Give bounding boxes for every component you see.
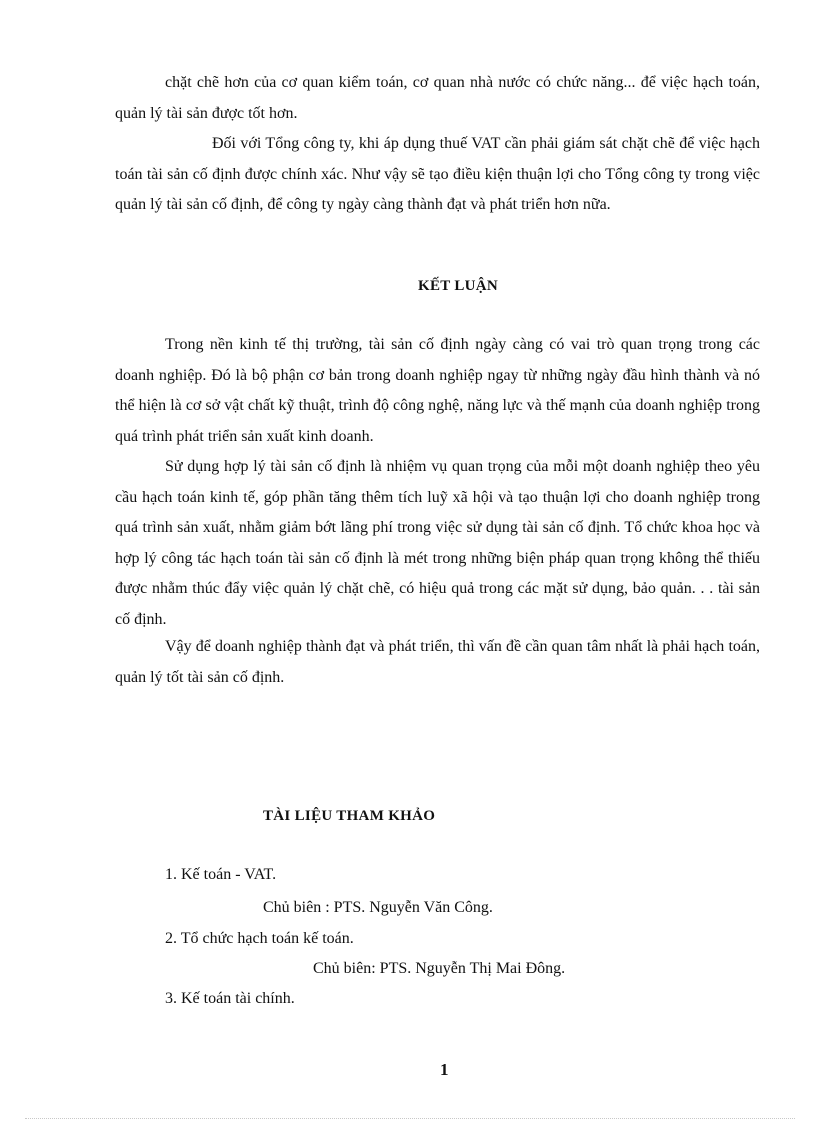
conclusion-paragraph-3: Vậy để doanh nghiệp thành đạt và phát triển, thì vấn đề cần quan tâm nhất là phải hạch toán, quản lý tốt tài sản cố định. — [115, 638, 760, 686]
page-bottom-border — [25, 1118, 795, 1119]
conclusion-paragraph-2: Sử dụng hợp lý tài sản cố định là nhiệm vụ quan trọng của mỗi một doanh nghiệp theo yêu cầu hạch toán kinh tế, góp phần tăng thêm tích luỹ xã hội và tạo thuận lợi cho doanh nghiệp trong quá trình sản xuất, nhằm giảm bớt lãng phí trong việc sử dụng tài sản cố định. Tổ chức khoa học và hợp lý công tác hạch toán tài sản cố định là mét trong những biện pháp quan trọng không thể thiếu được nhằm thúc đẩy việc quản lý chặt chẽ, có hiệu quả trong các mặt sử dụng, bảo quản. . . tài sản cố định. — [115, 458, 760, 628]
intro-paragraph-1: chặt chẽ hơn của cơ quan kiểm toán, cơ quan nhà nước có chức năng... để việc hạch toán, quản lý tài sản được tốt hơn. — [115, 74, 760, 122]
reference-3-title: 3. Kế toán tài chính. — [165, 990, 295, 1007]
reference-2-editor: Chủ biên: PTS. Nguyễn Thị Mai Đông. — [313, 960, 566, 977]
reference-2-title: 2. Tổ chức hạch toán kế toán. — [165, 930, 354, 947]
page-number: 1 — [440, 1060, 449, 1079]
intro-paragraph-2: Đối với Tổng công ty, khi áp dụng thuế VAT cần phải giám sát chặt chẽ để việc hạch toán tài sản cố định được chính xác. Như vậy sẽ tạo điều kiện thuận lợi cho Tổng công ty trong việc quản lý tài sản cố định, để công ty ngày càng thành đạt và phát triển hơn nữa. — [115, 135, 760, 213]
references-heading: TÀI LIỆU THAM KHẢO — [263, 808, 436, 824]
conclusion-heading: KẾT LUẬN — [418, 278, 499, 294]
reference-1-title: 1. Kế toán - VAT. — [165, 866, 277, 883]
reference-1-editor: Chủ biên : PTS. Nguyễn Văn Công. — [263, 899, 493, 916]
conclusion-paragraph-1: Trong nền kinh tế thị trường, tài sản cố định ngày càng có vai trò quan trọng trong các doanh nghiệp. Đó là bộ phận cơ bản trong doanh nghiệp ngay từ những ngày đầu hình thành và nó thể hiện là cơ sở vật chất kỹ thuật, trình độ công nghệ, năng lực và thế mạnh của doanh nghiệp trong quá trình phát triển sản xuất kinh doanh. — [115, 336, 760, 445]
